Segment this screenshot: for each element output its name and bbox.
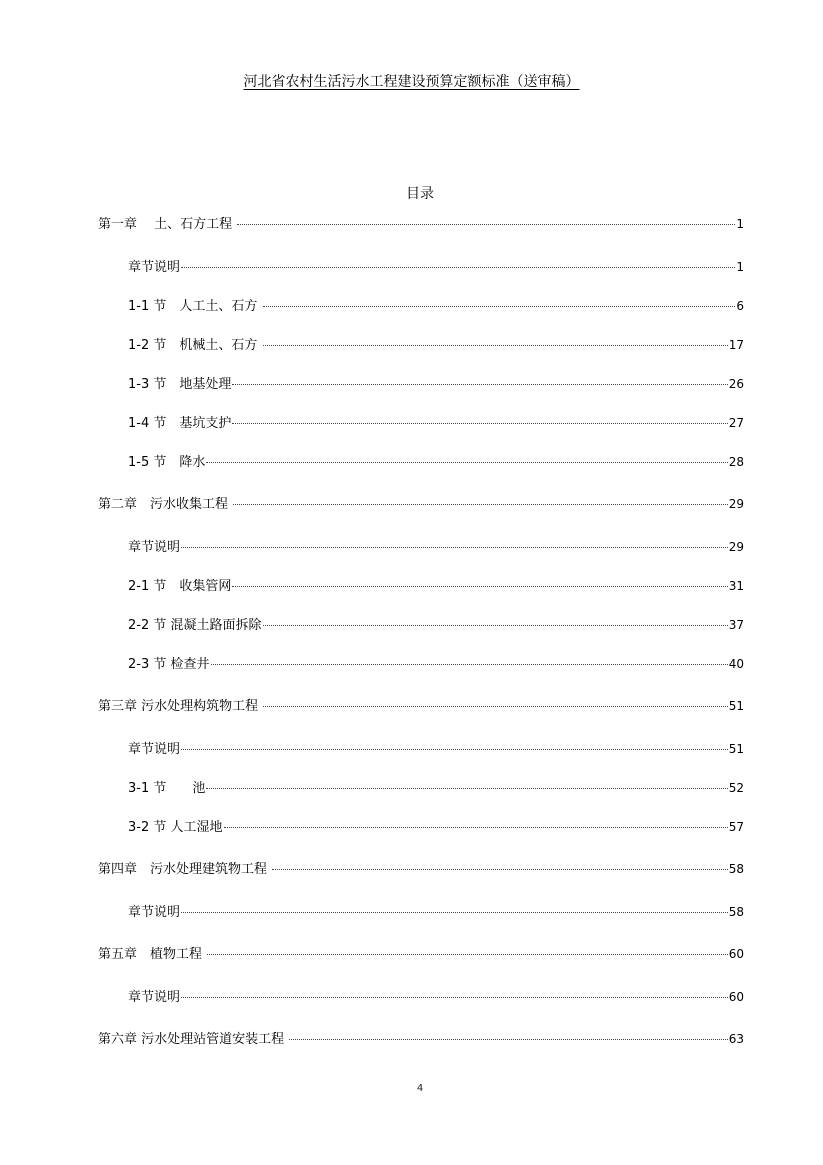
toc-section-entry[interactable] [128,295,744,313]
toc-entry-label: 1-5 节 降水 [128,455,206,470]
dot-leader [224,813,728,828]
toc-section-entry[interactable] [128,901,744,919]
dot-leader [232,572,727,587]
toc-entry-page: 29 [728,540,744,554]
toc-chapter-entry[interactable] [98,943,744,961]
dot-leader [237,210,735,225]
toc-entry-label: 章节说明 [128,260,181,275]
toc-entry-label: 第一章 土、石方工程 [98,217,237,232]
toc-entry-page: 51 [728,699,744,713]
toc-entry-page: 57 [728,820,744,834]
dot-leader [233,490,728,505]
toc-section-entry[interactable] [128,777,744,795]
toc-chapter-entry[interactable] [98,695,744,713]
toc-entry-label: 2-2 节 混凝土路面拆除 [128,618,262,633]
toc-section-entry[interactable] [128,451,744,469]
toc-entry-label: 章节说明 [128,742,181,757]
toc-section-entry[interactable] [128,816,744,834]
dot-leader [181,735,728,750]
toc-entry-page: 60 [728,990,744,1004]
dot-leader [263,692,727,707]
toc-entry-page: 27 [728,416,744,430]
toc-entry-label: 第四章 污水处理建筑物工程 [98,862,272,877]
dot-leader [206,774,727,789]
toc-chapter-entry[interactable] [98,213,744,231]
dot-leader [207,940,728,955]
toc-entry-label: 1-1 节 人工土、石方 [128,299,262,314]
toc-entry-page: 26 [728,377,744,391]
toc-entry-label: 1-2 节 机械土、石方 [128,338,262,353]
toc-section-entry[interactable] [128,334,744,352]
toc-entry-page: 6 [736,299,744,313]
toc-entry-page: 60 [728,947,744,961]
toc-entry-label: 章节说明 [128,905,181,920]
toc-entry-page: 1 [736,217,744,231]
dot-leader [181,898,728,913]
toc-entry-label: 章节说明 [128,540,181,555]
document-title [0,73,823,91]
toc-entry-label: 第六章 污水处理站管道安装工程 [98,1032,289,1047]
dot-leader [181,983,728,998]
toc-section-entry[interactable] [128,373,744,391]
toc-entry-page: 58 [728,905,744,919]
dot-leader [272,855,728,870]
dot-leader [206,448,727,463]
dot-leader [263,331,728,346]
toc-chapter-entry[interactable] [98,858,744,876]
toc-section-entry[interactable] [128,575,744,593]
dot-leader [232,409,727,424]
toc-heading: 目录 [406,186,434,202]
dot-leader [181,253,735,268]
dot-leader [289,1025,727,1040]
toc-section-entry[interactable] [128,536,744,554]
toc-section-entry[interactable] [128,653,744,671]
toc-entry-page: 28 [728,455,744,469]
toc-section-entry[interactable] [128,738,744,756]
toc-entry-label: 第三章 污水处理构筑物工程 [98,699,263,714]
toc-entry-page: 1 [736,260,744,274]
toc-section-entry[interactable] [128,256,744,274]
toc-section-entry[interactable] [128,986,744,1004]
toc-section-entry[interactable] [128,412,744,430]
dot-leader [263,292,736,307]
toc-entry-page: 63 [728,1032,744,1046]
toc-section-entry[interactable] [128,614,744,632]
toc-entry-label: 章节说明 [128,990,181,1005]
page-number: 4 [416,1083,424,1094]
toc-entry-page: 40 [728,657,744,671]
dot-leader [263,611,728,626]
toc-entry-label: 1-3 节 地基处理 [128,377,232,392]
toc-entry-label: 3-2 节 人工湿地 [128,820,223,835]
toc-entry-page: 51 [728,742,744,756]
toc-entry-label: 2-3 节 检查井 [128,657,210,672]
toc-entry-label: 3-1 节 池 [128,781,206,796]
toc-entry-page: 31 [728,579,744,593]
toc-entry-page: 58 [728,862,744,876]
toc-entry-page: 37 [728,618,744,632]
toc-chapter-entry[interactable] [98,493,744,511]
document-title-text: 河北省农村生活污水工程建设预算定额标准（送审稿） [243,74,580,90]
dot-leader [181,533,728,548]
toc-entry-label: 第二章 污水收集工程 [98,497,233,512]
toc-entry-page: 17 [728,338,744,352]
dot-leader [232,370,727,385]
toc-entry-page: 29 [728,497,744,511]
dot-leader [211,650,728,665]
toc-entry-label: 第五章 植物工程 [98,947,207,962]
toc-entry-label: 1-4 节 基坑支护 [128,416,232,431]
toc-entry-label: 2-1 节 收集管网 [128,579,232,594]
toc-chapter-entry[interactable] [98,1028,744,1046]
toc-entry-page: 52 [728,781,744,795]
